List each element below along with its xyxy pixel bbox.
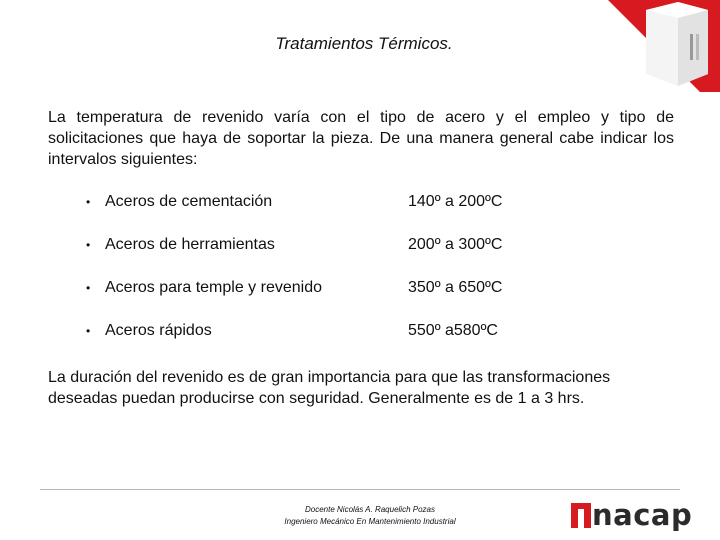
footer-divider bbox=[40, 489, 680, 490]
steel-type: Aceros de herramientas bbox=[105, 236, 275, 253]
bullet-icon: • bbox=[86, 195, 91, 209]
footer-credits bbox=[245, 504, 495, 528]
temperature-range: 140º a 200ºC bbox=[408, 193, 503, 210]
bullet-icon: • bbox=[86, 238, 91, 252]
steel-type: Aceros para temple y revenido bbox=[105, 279, 322, 296]
temperature-range: 550º a580ºC bbox=[408, 322, 498, 339]
list-item bbox=[86, 321, 606, 364]
slide-title: Tratamientos Térmicos. bbox=[275, 34, 453, 53]
bullet-icon: • bbox=[86, 281, 91, 295]
temperature-range: 200º a 300ºC bbox=[408, 236, 503, 253]
inacap-mark-icon bbox=[571, 503, 591, 528]
tempering-list bbox=[86, 192, 606, 364]
brand-wordmark: nacap bbox=[592, 498, 693, 532]
steel-type: Aceros rápidos bbox=[105, 322, 212, 339]
list-item bbox=[86, 278, 606, 321]
closing-paragraph: La duración del revenido es de gran importancia para que las transformaciones deseadas puedan producirse con seguridad. Generalmente es de 1 a 3 hrs. bbox=[48, 369, 611, 407]
footer-role: Ingeniero Mecánico En Mantenimiento Industrial bbox=[284, 517, 456, 526]
temperature-range: 350º a 650ºC bbox=[408, 279, 503, 296]
bullet-icon: • bbox=[86, 324, 91, 338]
list-item bbox=[86, 235, 606, 278]
inacap-logo bbox=[571, 497, 693, 533]
steel-type: Aceros de cementación bbox=[105, 193, 273, 210]
list-item bbox=[86, 192, 606, 235]
intro-paragraph: La temperatura de revenido varía con el tipo de acero y el empleo y tipo de solicitaciones que haya de soportar la pieza. De una manera general cabe indicar los intervalos siguientes: bbox=[48, 109, 674, 168]
footer-author: Docente Nicolás A. Raquelich Pozas bbox=[305, 505, 435, 514]
